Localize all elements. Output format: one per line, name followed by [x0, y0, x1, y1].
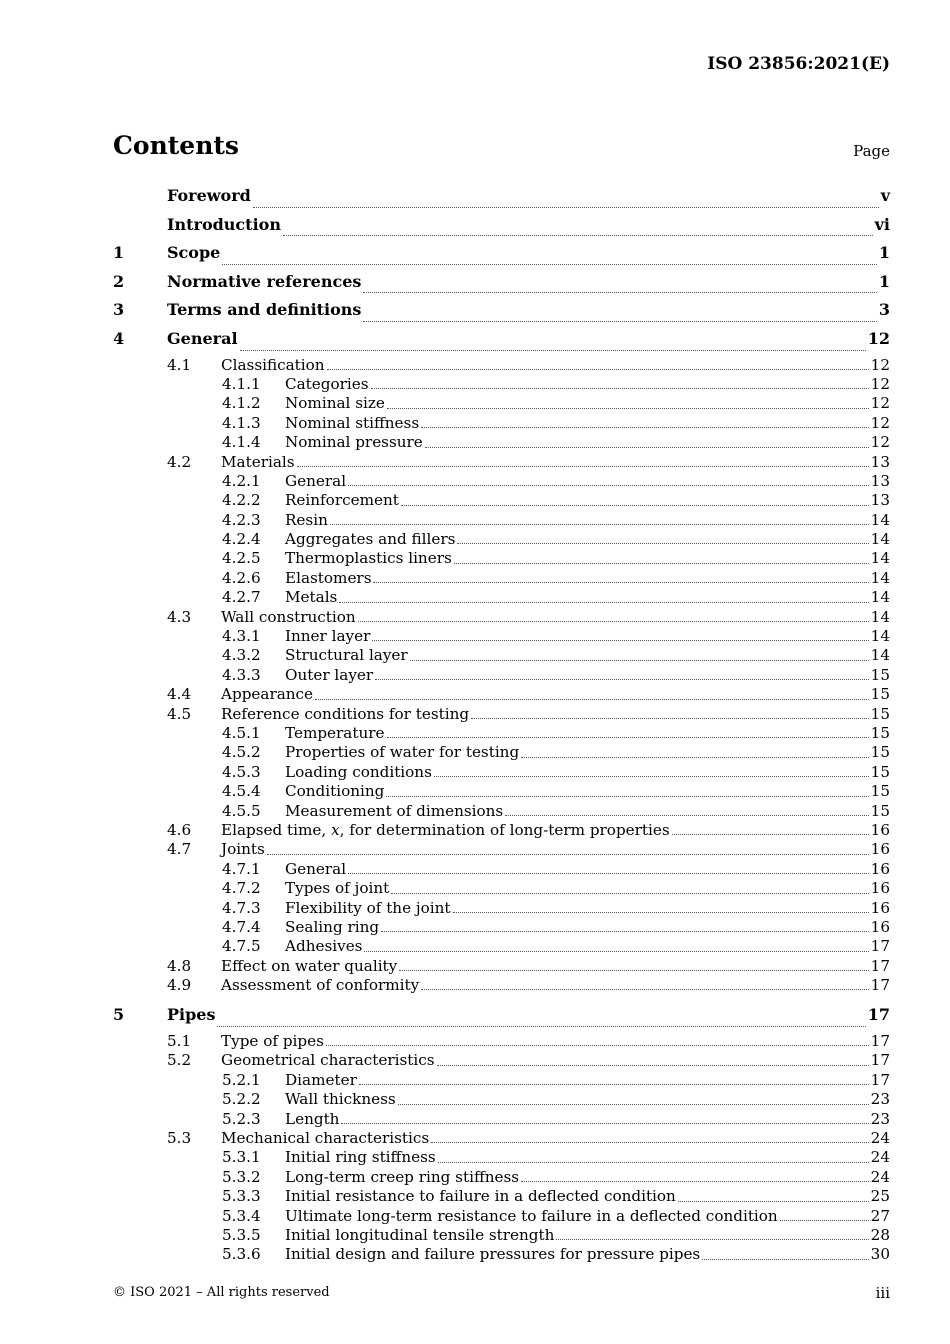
toc-dot-leader: [364, 951, 868, 952]
toc-entry-number: 4.2: [167, 452, 192, 471]
toc-dot-leader: [678, 1201, 869, 1202]
toc-entry-page[interactable]: 12: [867, 328, 890, 348]
table-of-contents: [113, 184, 890, 1265]
toc-dot-leader: [326, 1045, 869, 1046]
toc-entry[interactable]: [113, 763, 890, 782]
toc-entry-title[interactable]: Normative references: [167, 271, 362, 291]
toc-entry[interactable]: [113, 549, 890, 568]
toc-entry-title[interactable]: Length: [285, 1109, 340, 1128]
toc-entry[interactable]: [113, 685, 890, 704]
toc-dot-leader: [401, 505, 869, 506]
toc-dot-leader: [672, 834, 869, 835]
toc-entry-title[interactable]: Temperature: [285, 723, 385, 742]
toc-entry[interactable]: [113, 1003, 890, 1032]
toc-dot-leader: [339, 602, 868, 603]
toc-entry[interactable]: [113, 724, 890, 743]
toc-dot-leader: [297, 466, 869, 467]
toc-entry-number: 4.8: [167, 956, 192, 975]
toc-entry[interactable]: [113, 608, 890, 627]
toc-entry-page[interactable]: 17: [870, 937, 890, 956]
toc-entry-number: 4.6: [167, 820, 192, 839]
toc-entry-page[interactable]: 12: [870, 355, 890, 374]
toc-entry[interactable]: [113, 1110, 890, 1129]
toc-dot-leader: [387, 408, 869, 409]
toc-entry-page[interactable]: vi: [874, 214, 890, 234]
toc-entry-title[interactable]: General: [285, 471, 347, 490]
toc-entry-number: 4.1.4: [222, 433, 261, 452]
toc-entry-title[interactable]: Ultimate long-term resistance to failure in a deflected condition: [285, 1206, 778, 1225]
toc-dot-leader: [375, 679, 869, 680]
toc-entry-number: 5.3.1: [222, 1148, 261, 1167]
toc-entry-number: 4.7.4: [222, 917, 261, 936]
toc-entry[interactable]: [113, 298, 890, 327]
toc-entry-title[interactable]: Assessment of conformity: [221, 976, 420, 995]
toc-entry[interactable]: [113, 860, 890, 879]
toc-entry-title[interactable]: Scope: [167, 243, 221, 263]
toc-entry-title[interactable]: Properties of water for testing: [285, 743, 520, 762]
toc-entry-page[interactable]: 14: [870, 510, 890, 529]
toc-entry-title[interactable]: Initial longitudinal tensile strength: [285, 1225, 555, 1244]
toc-entry-number: 4.7.2: [222, 879, 261, 898]
toc-entry-title[interactable]: Type of pipes: [221, 1032, 324, 1051]
toc-dot-leader: [373, 582, 868, 583]
toc-entry-page[interactable]: 30: [870, 1245, 890, 1264]
toc-entry-title[interactable]: Resin: [285, 510, 328, 529]
toc-entry[interactable]: [113, 1168, 890, 1187]
toc-entry-number: 4.2.5: [222, 549, 261, 568]
toc-entry-number: 5.2.3: [222, 1109, 261, 1128]
toc-entry-number: 5.2.2: [222, 1090, 261, 1109]
toc-entry-title[interactable]: Types of joint: [285, 879, 390, 898]
toc-dot-leader: [253, 207, 879, 208]
toc-entry[interactable]: [113, 511, 890, 530]
toc-entry[interactable]: [113, 1071, 890, 1090]
toc-entry-number: 4.7.1: [222, 859, 261, 878]
toc-entry-number: 4.9: [167, 976, 192, 995]
toc-entry-page[interactable]: 15: [870, 801, 890, 820]
toc-entry-page[interactable]: 23: [870, 1090, 890, 1109]
toc-entry-number: 5.2.1: [222, 1070, 261, 1089]
toc-entry[interactable]: [113, 394, 890, 413]
toc-entry-title[interactable]: Foreword: [167, 186, 251, 205]
toc-entry[interactable]: [113, 1129, 890, 1148]
toc-entry-number: 4.7.5: [222, 937, 261, 956]
toc-entry-title[interactable]: Elapsed time, x, for determination of long-term properties: [221, 820, 670, 839]
toc-dot-leader: [267, 854, 869, 855]
toc-entry-number: 4.2.6: [222, 568, 261, 587]
toc-entry-page[interactable]: v: [880, 186, 890, 205]
toc-entry-number: 4.1.2: [222, 394, 261, 413]
toc-dot-leader: [348, 485, 869, 486]
toc-dot-leader: [556, 1239, 868, 1240]
toc-dot-leader: [359, 1084, 869, 1085]
toc-entry-page[interactable]: 15: [870, 782, 890, 801]
toc-entry-title[interactable]: Reinforcement: [285, 491, 399, 510]
toc-entry-title[interactable]: Nominal pressure: [285, 433, 423, 452]
toc-dot-leader: [431, 1142, 868, 1143]
toc-entry[interactable]: [113, 802, 890, 821]
toc-entry-page[interactable]: 25: [870, 1187, 890, 1206]
toc-entry-page[interactable]: 13: [870, 491, 890, 510]
toc-dot-leader: [437, 1065, 869, 1066]
toc-dot-leader: [358, 621, 869, 622]
toc-dot-leader: [363, 292, 876, 293]
toc-entry-title[interactable]: Nominal stiffness: [285, 413, 420, 432]
toc-entry[interactable]: [113, 918, 890, 937]
toc-entry-title[interactable]: Terms and definitions: [167, 300, 362, 320]
toc-entry[interactable]: [113, 821, 890, 840]
toc-entry-number: 4.2.1: [222, 471, 261, 490]
toc-entry-title[interactable]: Measurement of dimensions: [285, 801, 504, 820]
toc-entry-page[interactable]: 15: [870, 762, 890, 781]
toc-dot-leader: [454, 563, 869, 564]
toc-entry[interactable]: [113, 375, 890, 394]
toc-entry[interactable]: [113, 627, 890, 646]
toc-entry-title[interactable]: Flexibility of the joint: [285, 898, 451, 917]
toc-entry-number: 4.4: [167, 685, 192, 704]
toc-dot-leader: [410, 660, 869, 661]
toc-dot-leader: [702, 1259, 868, 1260]
toc-entry-page[interactable]: 15: [870, 743, 890, 762]
toc-entry-title[interactable]: General: [285, 859, 347, 878]
toc-entry[interactable]: [113, 879, 890, 898]
toc-dot-leader: [421, 989, 868, 990]
toc-dot-leader: [434, 776, 869, 777]
contents-title: Contents: [113, 131, 240, 160]
toc-entry[interactable]: [113, 899, 890, 918]
toc-entry-title[interactable]: Loading conditions: [285, 762, 432, 781]
toc-entry-title[interactable]: Materials: [221, 452, 295, 471]
toc-entry[interactable]: [113, 184, 890, 213]
toc-entry-page[interactable]: 13: [870, 471, 890, 490]
toc-entry[interactable]: [113, 1245, 890, 1264]
toc-entry-number: 4.1.3: [222, 413, 261, 432]
toc-entry[interactable]: [113, 356, 890, 375]
toc-entry[interactable]: [113, 414, 890, 433]
toc-entry-page[interactable]: 14: [870, 549, 890, 568]
toc-entry-page[interactable]: 24: [870, 1129, 890, 1147]
toc-dot-leader: [505, 815, 868, 816]
toc-entry-page[interactable]: 17: [870, 1070, 890, 1089]
toc-entry-number: 5.3.4: [222, 1206, 261, 1225]
toc-entry[interactable]: [113, 270, 890, 299]
toc-entry-page[interactable]: 14: [870, 646, 890, 665]
toc-dot-leader: [391, 893, 868, 894]
footer-copyright: © ISO 2021 – All rights reserved: [113, 1285, 330, 1300]
toc-entry-number: 5: [113, 1005, 125, 1025]
toc-dot-leader: [457, 543, 868, 544]
toc-dot-leader: [780, 1220, 869, 1221]
toc-entry-number: 5.3.5: [222, 1225, 261, 1244]
toc-entry[interactable]: [113, 976, 890, 995]
toc-entry-number: 4.3.1: [222, 627, 261, 646]
toc-entry-number: 5.2: [167, 1051, 192, 1070]
toc-entry-page[interactable]: 12: [870, 413, 890, 432]
toc-entry-page[interactable]: 16: [870, 840, 890, 859]
toc-entry-page[interactable]: 16: [870, 879, 890, 898]
toc-entry-page[interactable]: 15: [870, 723, 890, 742]
toc-entry-number: 4.1: [167, 355, 192, 374]
toc-entry-page[interactable]: 14: [870, 627, 890, 646]
toc-entry-title[interactable]: Long-term creep ring stiffness: [285, 1167, 520, 1186]
toc-entry-number: 3: [113, 300, 125, 320]
toc-entry-number: 4.5.4: [222, 782, 261, 801]
toc-entry-number: 4.3: [167, 607, 192, 626]
toc-dot-leader: [341, 1123, 868, 1124]
toc-entry-page[interactable]: 17: [867, 1005, 890, 1025]
toc-entry-page[interactable]: 17: [870, 956, 890, 975]
toc-entry-page[interactable]: 12: [870, 394, 890, 413]
toc-entry-page[interactable]: 28: [870, 1225, 890, 1244]
toc-entry-page[interactable]: 23: [870, 1109, 890, 1128]
toc-entry-number: 4.5.2: [222, 743, 261, 762]
toc-entry-number: 4.5.1: [222, 723, 261, 742]
toc-entry-number: 5.3: [167, 1129, 192, 1147]
toc-entry[interactable]: [113, 957, 890, 976]
toc-entry-title[interactable]: Inner layer: [285, 627, 371, 646]
toc-entry-number: 4.7: [167, 840, 192, 859]
toc-entry-page[interactable]: 27: [870, 1206, 890, 1225]
toc-entry[interactable]: [113, 1090, 890, 1109]
toc-entry-page[interactable]: 16: [870, 898, 890, 917]
toc-entry-number: 4.7.3: [222, 898, 261, 917]
toc-dot-leader: [521, 757, 868, 758]
toc-entry-page[interactable]: 14: [870, 607, 890, 626]
toc-entry-number: 4.2.7: [222, 588, 261, 607]
toc-entry[interactable]: [113, 472, 890, 491]
toc-entry-number: 4.1.1: [222, 374, 261, 393]
toc-entry[interactable]: [113, 646, 890, 665]
toc-dot-leader: [217, 1026, 865, 1027]
toc-entry-number: 1: [113, 243, 125, 263]
toc-entry-page[interactable]: 15: [870, 685, 890, 704]
toc-entry-number: 4.5.3: [222, 762, 261, 781]
document-id: ISO 23856:2021(E): [707, 54, 890, 74]
toc-dot-leader: [363, 321, 876, 322]
toc-entry-page[interactable]: 1: [878, 271, 890, 291]
toc-entry[interactable]: [113, 241, 890, 270]
toc-dot-leader: [372, 640, 868, 641]
toc-entry-page[interactable]: 17: [870, 976, 890, 995]
toc-entry-number: 4.2.4: [222, 530, 261, 549]
toc-entry[interactable]: [113, 453, 890, 472]
toc-entry[interactable]: [113, 1051, 890, 1070]
toc-dot-leader: [240, 350, 866, 351]
toc-dot-leader: [327, 369, 869, 370]
toc-dot-leader: [425, 447, 869, 448]
toc-entry-title[interactable]: Geometrical characteristics: [221, 1051, 435, 1070]
toc-entry-title[interactable]: Diameter: [285, 1070, 357, 1089]
toc-dot-leader: [521, 1181, 869, 1182]
toc-entry-title[interactable]: Reference conditions for testing: [221, 704, 470, 723]
toc-entry[interactable]: [113, 213, 890, 242]
toc-entry-number: 4.3.3: [222, 665, 261, 684]
toc-entry-title[interactable]: Appearance: [221, 685, 314, 704]
toc-entry[interactable]: [113, 530, 890, 549]
toc-entry-page[interactable]: 16: [870, 917, 890, 936]
toc-entry-title[interactable]: Elastomers: [285, 568, 372, 587]
toc-entry-page[interactable]: 24: [870, 1167, 890, 1186]
toc-entry-page[interactable]: 15: [870, 665, 890, 684]
toc-entry-title[interactable]: Metals: [285, 588, 338, 607]
toc-entry-page[interactable]: 15: [870, 704, 890, 723]
toc-entry-page[interactable]: 1: [878, 243, 890, 263]
toc-entry[interactable]: [113, 782, 890, 801]
toc-entry-title[interactable]: Pipes: [167, 1005, 216, 1025]
toc-entry-page[interactable]: 13: [870, 452, 890, 471]
toc-dot-leader: [399, 970, 868, 971]
toc-entry-title[interactable]: Adhesives: [285, 937, 363, 956]
toc-entry-number: 4.5.5: [222, 801, 261, 820]
toc-entry-title[interactable]: Structural layer: [285, 646, 408, 665]
toc-entry-title[interactable]: Wall thickness: [285, 1090, 396, 1109]
page-column-label: Page: [853, 142, 890, 160]
toc-entry[interactable]: [113, 327, 890, 356]
toc-entry-page[interactable]: 12: [870, 433, 890, 452]
toc-dot-leader: [315, 699, 869, 700]
footer-page-number: iii: [875, 1284, 890, 1302]
toc-entry-title[interactable]: Introduction: [167, 214, 281, 234]
toc-entry-title[interactable]: Aggregates and fillers: [285, 530, 456, 549]
toc-entry[interactable]: [113, 569, 890, 588]
toc-entry-page[interactable]: 12: [870, 374, 890, 393]
toc-entry-page[interactable]: 14: [870, 588, 890, 607]
toc-entry[interactable]: [113, 1148, 890, 1167]
toc-entry-title[interactable]: Categories: [285, 374, 369, 393]
toc-dot-leader: [387, 737, 869, 738]
toc-entry-number: 5.1: [167, 1032, 192, 1051]
toc-entry-number: 4.5: [167, 704, 192, 723]
toc-entry-number: 2: [113, 271, 125, 291]
toc-entry-number: 4: [113, 328, 125, 348]
toc-entry[interactable]: [113, 588, 890, 607]
toc-entry-title[interactable]: Joints: [221, 840, 265, 859]
toc-dot-leader: [330, 524, 869, 525]
toc-entry[interactable]: [113, 937, 890, 956]
toc-entry-page[interactable]: 14: [870, 530, 890, 549]
toc-entry-page[interactable]: 14: [870, 568, 890, 587]
toc-entry-number: 5.3.2: [222, 1167, 261, 1186]
toc-entry-page[interactable]: 16: [870, 820, 890, 839]
toc-entry-page[interactable]: 24: [870, 1148, 890, 1167]
toc-entry-title[interactable]: Conditioning: [285, 782, 385, 801]
toc-entry-number: 4.2.2: [222, 491, 261, 510]
toc-entry-title[interactable]: Classification: [221, 355, 325, 374]
toc-entry-title[interactable]: Outer layer: [285, 665, 374, 684]
toc-entry-title[interactable]: Sealing ring: [285, 917, 380, 936]
toc-entry[interactable]: [113, 1032, 890, 1051]
toc-entry-number: 5.3.3: [222, 1187, 261, 1206]
toc-dot-leader: [421, 427, 869, 428]
toc-entry[interactable]: [113, 433, 890, 452]
toc-dot-leader: [438, 1162, 869, 1163]
toc-entry[interactable]: [113, 1207, 890, 1226]
toc-entry[interactable]: [113, 840, 890, 859]
toc-entry[interactable]: [113, 1226, 890, 1245]
toc-entry-number: 5.3.6: [222, 1245, 261, 1264]
toc-entry[interactable]: [113, 705, 890, 724]
toc-dot-leader: [398, 1104, 869, 1105]
toc-entry-page[interactable]: 16: [870, 859, 890, 878]
toc-entry-title[interactable]: Effect on water quality: [221, 956, 398, 975]
toc-dot-leader: [348, 873, 869, 874]
toc-entry-title[interactable]: Thermoplastics liners: [285, 549, 452, 568]
toc-dot-leader: [283, 235, 873, 236]
toc-entry-page[interactable]: 17: [870, 1032, 890, 1051]
toc-dot-leader: [222, 264, 877, 265]
toc-entry-page[interactable]: 3: [878, 300, 890, 320]
toc-entry-title[interactable]: Nominal size: [285, 394, 385, 413]
toc-entry-number: 4.2.3: [222, 510, 261, 529]
toc-entry-title[interactable]: Initial resistance to failure in a deflected condition: [285, 1187, 676, 1206]
toc-dot-leader: [371, 388, 869, 389]
toc-entry-number: 4.3.2: [222, 646, 261, 665]
toc-dot-leader: [453, 912, 869, 913]
toc-entry-title[interactable]: Wall construction: [221, 607, 356, 626]
toc-entry-title[interactable]: Initial design and failure pressures for pressure pipes: [285, 1245, 701, 1264]
toc-dot-leader: [386, 796, 868, 797]
toc-entry-title[interactable]: Initial ring stiffness: [285, 1148, 436, 1167]
toc-entry[interactable]: [113, 491, 890, 510]
toc-entry[interactable]: [113, 743, 890, 762]
toc-entry-title[interactable]: General: [167, 328, 238, 348]
toc-entry-page[interactable]: 17: [870, 1051, 890, 1070]
toc-dot-leader: [471, 718, 869, 719]
toc-entry[interactable]: [113, 666, 890, 685]
toc-entry[interactable]: [113, 1187, 890, 1206]
toc-dot-leader: [381, 931, 869, 932]
toc-entry-title[interactable]: Mechanical characteristics: [221, 1129, 430, 1147]
